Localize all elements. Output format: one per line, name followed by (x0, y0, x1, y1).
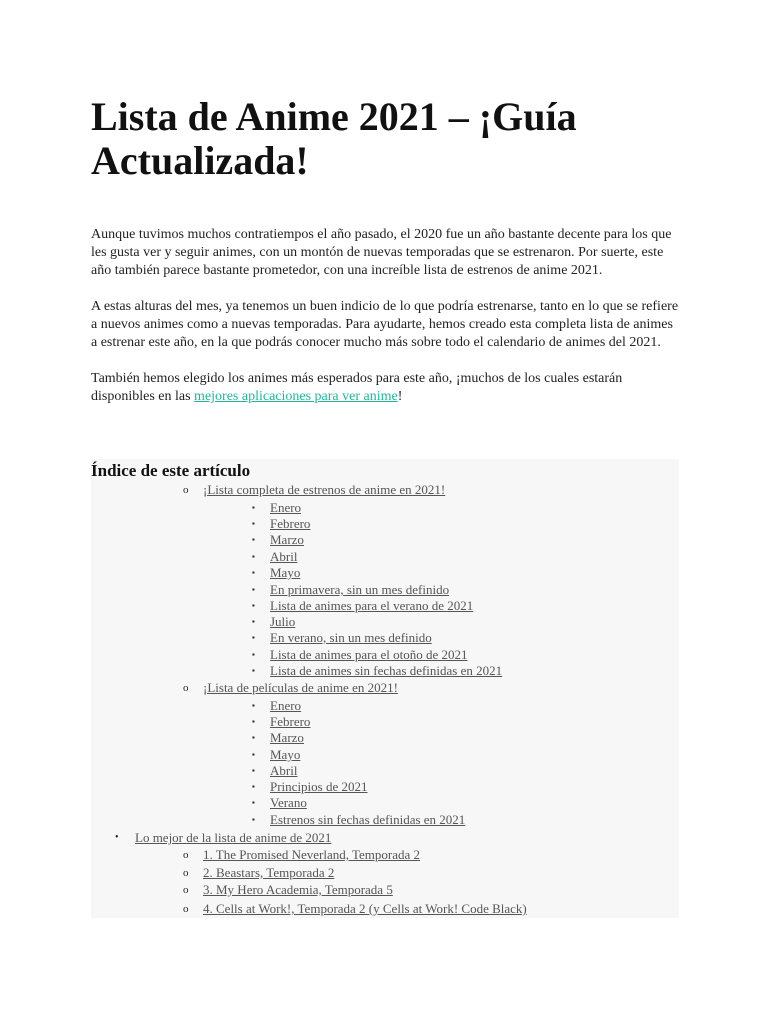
toc-link[interactable]: En verano, sin un mes definido (270, 630, 432, 645)
toc-link[interactable]: 1. The Promised Neverland, Temporada 2 (203, 847, 421, 862)
disc-bullet-icon: • (115, 832, 119, 843)
toc-item (183, 882, 393, 898)
square-bullet-icon: ▪ (252, 503, 255, 512)
intro-paragraph-1: Aunque tuvimos muchos contratiempos el año pasado, el 2020 fue un año bastante decente para los que les gusta ver y seguir animes, con un montón de nuevas temporadas que se estrenaron. Por suerte, este año también parece bastante prometedor, con una increíble lista de estrenos de anime 2021. (91, 227, 672, 278)
square-bullet-icon: ▪ (252, 585, 255, 594)
circle-bullet-icon: o (183, 884, 189, 896)
square-bullet-icon: ▪ (252, 782, 255, 791)
circle-bullet-icon: o (183, 484, 189, 496)
toc-link[interactable]: 2. Beastars, Temporada 2 (203, 865, 335, 880)
intro-paragraph-2: A estas alturas del mes, ya tenemos un buen indicio de lo que podría estrenarse, tanto en lo que se refiere a nuevos animes como a nuevas temporadas. Para ayudarte, hemos creado esta completa lista de animes a estrenar este año, en la que podrás conocer mucho más sobre todo el calendario de animes del 2021. (91, 299, 679, 350)
toc-item (252, 698, 302, 714)
toc-item (252, 663, 503, 679)
toc-link[interactable]: ¡Lista completa de estrenos de anime en 2021! (203, 482, 446, 497)
toc-link[interactable]: Abril (270, 763, 298, 778)
square-bullet-icon: ▪ (252, 650, 255, 659)
toc-link[interactable]: 4. Cells at Work!, Temporada 2 (y Cells at Work! Code Black) (203, 901, 527, 916)
square-bullet-icon: ▪ (252, 750, 255, 759)
toc-item (252, 516, 311, 532)
paragraph-3-end: ! (397, 389, 403, 404)
article (91, 95, 681, 406)
toc-link[interactable]: Julio (270, 614, 296, 629)
table-of-contents (91, 459, 679, 918)
circle-bullet-icon: o (183, 849, 189, 861)
square-bullet-icon: ▪ (252, 717, 255, 726)
toc-item (252, 500, 302, 516)
toc-link[interactable]: Principios de 2021 (270, 779, 368, 794)
toc-item (252, 598, 474, 614)
toc-link[interactable]: En primavera, sin un mes definido (270, 582, 450, 597)
toc-item (183, 901, 527, 917)
square-bullet-icon: ▪ (252, 766, 255, 775)
toc-link[interactable]: ¡Lista de películas de anime en 2021! (203, 680, 398, 695)
toc-link[interactable]: Abril (270, 549, 298, 564)
paragraph-3-text: También hemos elegido los animes más esperados para este año, ¡muchos de los cuales estarán disponibles en las (91, 371, 623, 404)
anime-apps-link[interactable]: mejores aplicaciones para ver anime (194, 389, 398, 404)
toc-section-lo-mejor (115, 830, 332, 846)
article-title: Lista de Anime 2021 – ¡Guía Actualizada! (91, 94, 577, 183)
circle-bullet-icon: o (183, 903, 189, 915)
toc-item (252, 795, 307, 811)
square-bullet-icon: ▪ (252, 815, 255, 824)
square-bullet-icon: ▪ (252, 601, 255, 610)
toc-link[interactable]: Enero (270, 698, 302, 713)
toc-item (252, 779, 368, 795)
toc-link[interactable]: Febrero (270, 516, 311, 531)
toc-item (183, 865, 335, 881)
toc-link[interactable]: Lista de animes para el verano de 2021 (270, 598, 474, 613)
square-bullet-icon: ▪ (252, 666, 255, 675)
toc-item (252, 714, 311, 730)
toc-item (183, 847, 421, 863)
toc-link[interactable]: Marzo (270, 532, 304, 547)
toc-link[interactable]: Estrenos sin fechas definidas en 2021 (270, 812, 466, 827)
toc-link[interactable]: Lista de animes para el otoño de 2021 (270, 647, 468, 662)
toc-item (252, 630, 432, 646)
toc-item (252, 647, 468, 663)
toc-item (252, 614, 296, 630)
toc-link[interactable]: 3. My Hero Academia, Temporada 5 (203, 882, 393, 897)
toc-link[interactable]: Febrero (270, 714, 311, 729)
toc-item (252, 763, 298, 779)
square-bullet-icon: ▪ (252, 633, 255, 642)
square-bullet-icon: ▪ (252, 617, 255, 626)
toc-link[interactable]: Enero (270, 500, 302, 515)
toc-section-peliculas (183, 680, 398, 696)
toc-item (252, 747, 301, 763)
toc-link[interactable]: Marzo (270, 730, 304, 745)
toc-link[interactable]: Verano (270, 795, 307, 810)
intro-paragraph-3 (91, 370, 681, 406)
square-bullet-icon: ▪ (252, 798, 255, 807)
toc-link[interactable]: Mayo (270, 747, 301, 762)
toc-item (252, 730, 304, 746)
toc-item (252, 532, 304, 548)
toc-link[interactable]: Mayo (270, 565, 301, 580)
square-bullet-icon: ▪ (252, 568, 255, 577)
toc-section-estrenos (183, 482, 446, 498)
square-bullet-icon: ▪ (252, 552, 255, 561)
circle-bullet-icon: o (183, 867, 189, 879)
toc-item (252, 812, 466, 828)
toc-title: Índice de este artículo (91, 461, 251, 480)
square-bullet-icon: ▪ (252, 733, 255, 742)
toc-link[interactable]: Lo mejor de la lista de anime de 2021 (135, 830, 332, 845)
square-bullet-icon: ▪ (252, 535, 255, 544)
square-bullet-icon: ▪ (252, 701, 255, 710)
toc-link[interactable]: Lista de animes sin fechas definidas en 2021 (270, 663, 503, 678)
toc-item (252, 549, 298, 565)
circle-bullet-icon: o (183, 682, 189, 694)
square-bullet-icon: ▪ (252, 519, 255, 528)
toc-item (252, 582, 450, 598)
toc-item (252, 565, 301, 581)
